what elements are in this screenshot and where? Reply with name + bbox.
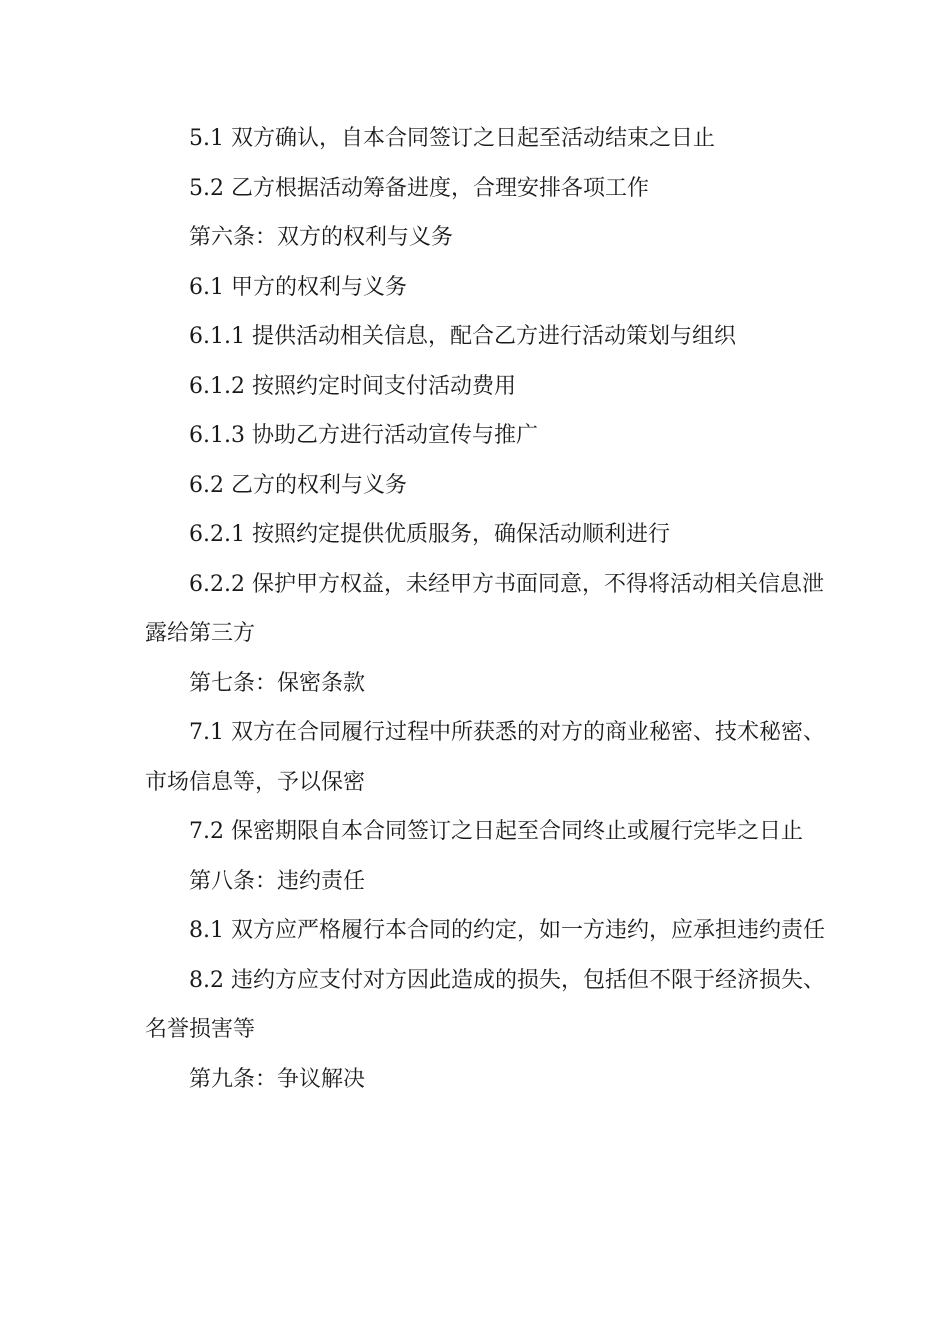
clause-6-2-2: 6.2.2 保护甲方权益，未经甲方书面同意，不得将活动相关信息泄露给第三方: [145, 571, 824, 646]
clause-5-1: 5.1 双方确认，自本合同签订之日起至活动结束之日止: [189, 126, 715, 151]
article-8-heading: 第八条：违约责任: [189, 868, 366, 894]
clause-6-1-2: 6.1.2 按照约定时间支付活动费用: [189, 373, 516, 399]
article-7-heading: 第七条：保密条款: [189, 670, 366, 696]
clause-5-2: 5.2 乙方根据活动筹备进度，合理安排各项工作: [189, 175, 649, 201]
article-6-heading: 第六条：双方的权利与义务: [189, 225, 454, 250]
clause-6-1: 6.1 甲方的权利与义务: [189, 274, 407, 300]
article-9-heading: 第九条：争议解决: [189, 1066, 366, 1092]
clause-8-1: 8.1 双方应严格履行本合同的约定，如一方违约，应承担违约责任: [189, 918, 825, 943]
clause-6-1-1: 6.1.1 提供活动相关信息，配合乙方进行活动策划与组织: [189, 324, 736, 349]
clause-6-1-3: 6.1.3 协助乙方进行活动宣传与推广: [189, 423, 538, 448]
clause-6-2: 6.2 乙方的权利与义务: [189, 472, 407, 498]
clause-7-1: 7.1 双方在合同履行过程中所获悉的对方的商业秘密、技术秘密、市场信息等，予以保密: [145, 720, 825, 795]
clause-7-2: 7.2 保密期限自本合同签订之日起至合同终止或履行完毕之日止: [189, 819, 803, 844]
clause-8-2: 8.2 违约方应支付对方因此造成的损失，包括但不限于经济损失、名誉损害等: [145, 967, 825, 1042]
document-body: [145, 114, 825, 1104]
clause-6-2-1: 6.2.1 按照约定提供优质服务，确保活动顺利进行: [189, 522, 670, 547]
